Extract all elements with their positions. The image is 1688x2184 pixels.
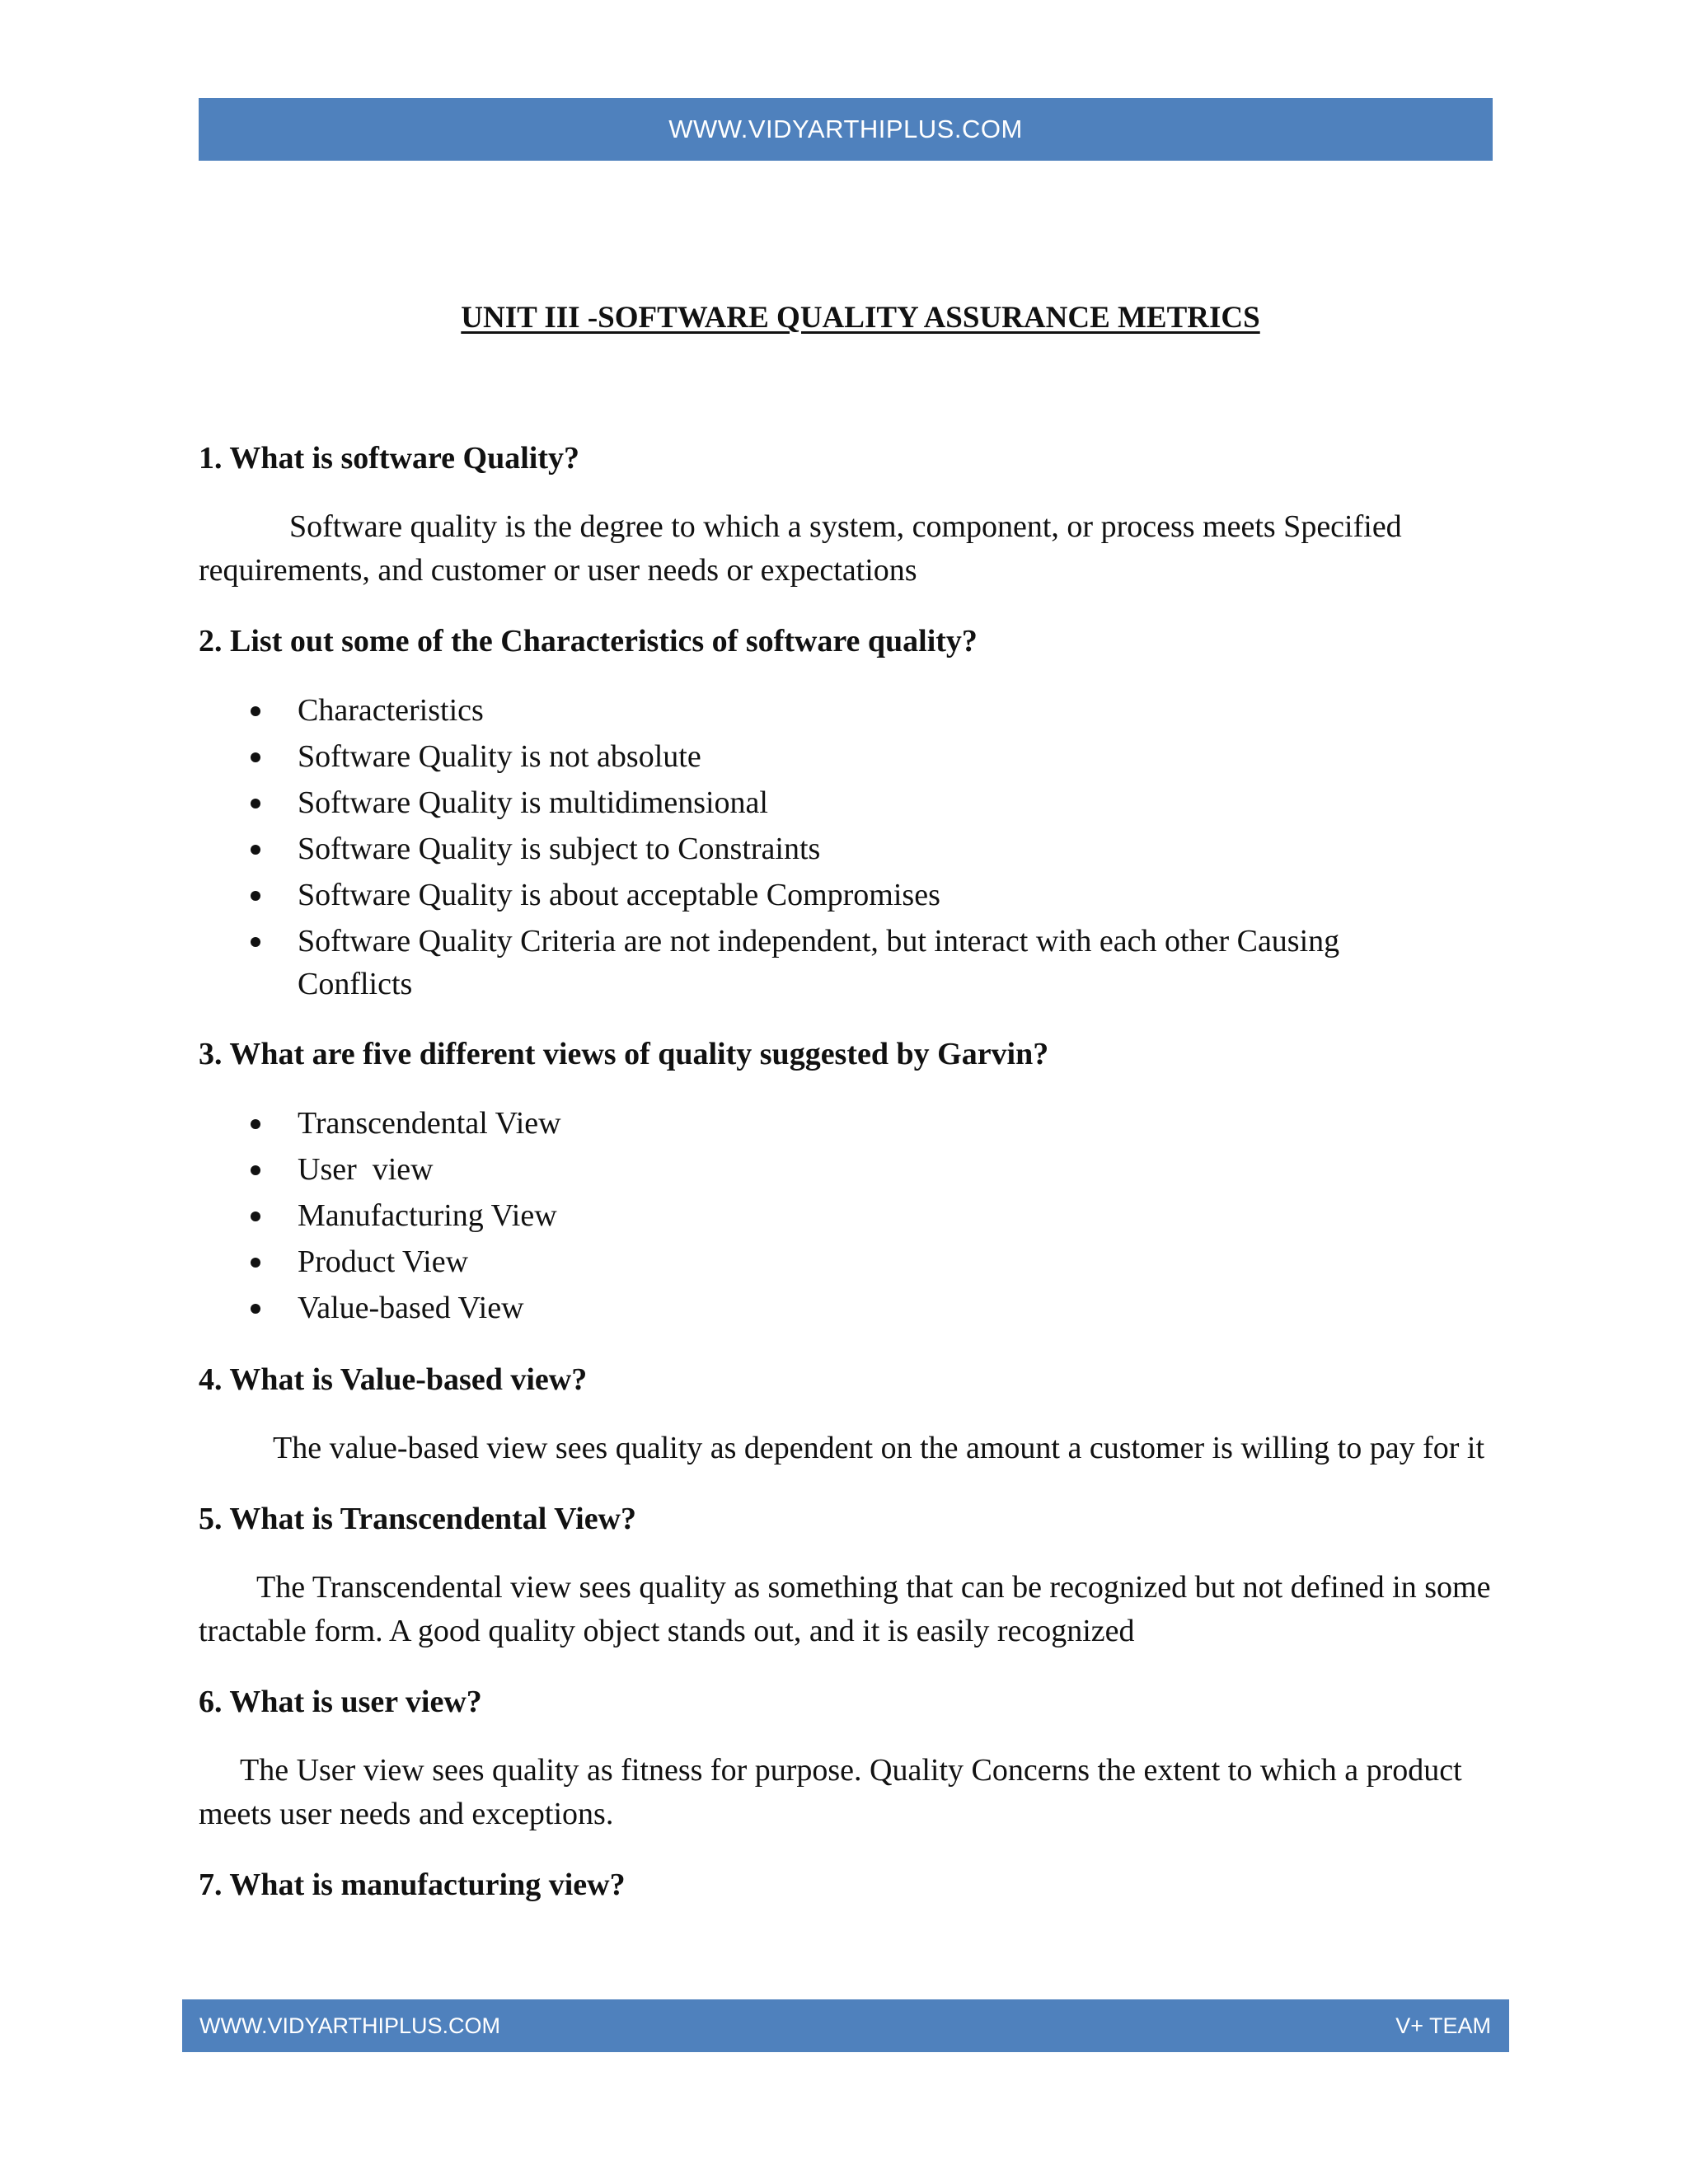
list-item: Software Quality is multidimensional [199, 780, 1493, 826]
bullet-icon [251, 845, 260, 855]
answer-6: The User view sees quality as fitness for purpose. Quality Concerns the extent to which a product meets user needs and exceptions. [199, 1753, 1462, 1831]
document-body [199, 437, 1493, 1906]
bullet-icon [251, 1119, 260, 1129]
page-header-bar [199, 98, 1493, 161]
page-footer-bar [182, 1999, 1509, 2052]
list-item: Software Quality is about acceptable Compromises [199, 872, 1493, 918]
bullet-icon [251, 1258, 260, 1268]
list-item: Characteristics [199, 687, 1493, 733]
footer-team-text: V+ TEAM [1395, 2013, 1491, 2038]
bullet-icon [251, 799, 260, 808]
page-title [0, 300, 1688, 335]
bullet-icon [251, 752, 260, 762]
list-item: Value-based View [199, 1285, 1493, 1331]
question-6: 6. What is user view? [199, 1685, 482, 1719]
list-item: User view [199, 1146, 1493, 1193]
header-site-text: WWW.VIDYARTHIPLUS.COM [668, 115, 1023, 143]
bullet-icon [251, 937, 260, 947]
bullet-icon [251, 891, 260, 901]
bullet-icon [251, 1212, 260, 1221]
list-item: Software Quality Criteria are not independent, but interact with each other Causing Conflicts [199, 918, 1493, 1005]
question-7: 7. What is manufacturing view? [199, 1868, 626, 1902]
question-4: 4. What is Value-based view? [199, 1362, 588, 1397]
list-item: Software Quality is subject to Constraints [199, 826, 1493, 872]
bullet-icon [251, 706, 260, 716]
question-2: 2. List out some of the Characteristics of software quality? [199, 624, 978, 658]
characteristics-list [199, 687, 1493, 1005]
list-item: Manufacturing View [199, 1193, 1493, 1239]
list-item: Transcendental View [199, 1100, 1493, 1146]
bullet-icon [251, 1304, 260, 1314]
list-item: Software Quality is not absolute [199, 733, 1493, 780]
question-3: 3. What are five different views of quality suggested by Garvin? [199, 1037, 1049, 1071]
answer-5: The Transcendental view sees quality as something that can be recognized but not defined in some tractable form. A good quality object stands out, and it is easily recognized [199, 1570, 1491, 1648]
question-5: 5. What is Transcendental View? [199, 1502, 636, 1536]
question-1: 1. What is software Quality? [199, 441, 579, 476]
garvin-views-list [199, 1100, 1493, 1331]
page-title-text: UNIT III -SOFTWARE QUALITY ASSURANCE METRICS [461, 301, 1260, 335]
footer-site-text: WWW.VIDYARTHIPLUS.COM [199, 2013, 501, 2038]
list-item: Product View [199, 1239, 1493, 1285]
bullet-icon [251, 1165, 260, 1175]
answer-4: The value-based view sees quality as dependent on the amount a customer is willing to pay for it [273, 1431, 1484, 1465]
answer-1: Software quality is the degree to which a system, component, or process meets Specified requirements, and customer or user needs or expectations [199, 509, 1402, 588]
